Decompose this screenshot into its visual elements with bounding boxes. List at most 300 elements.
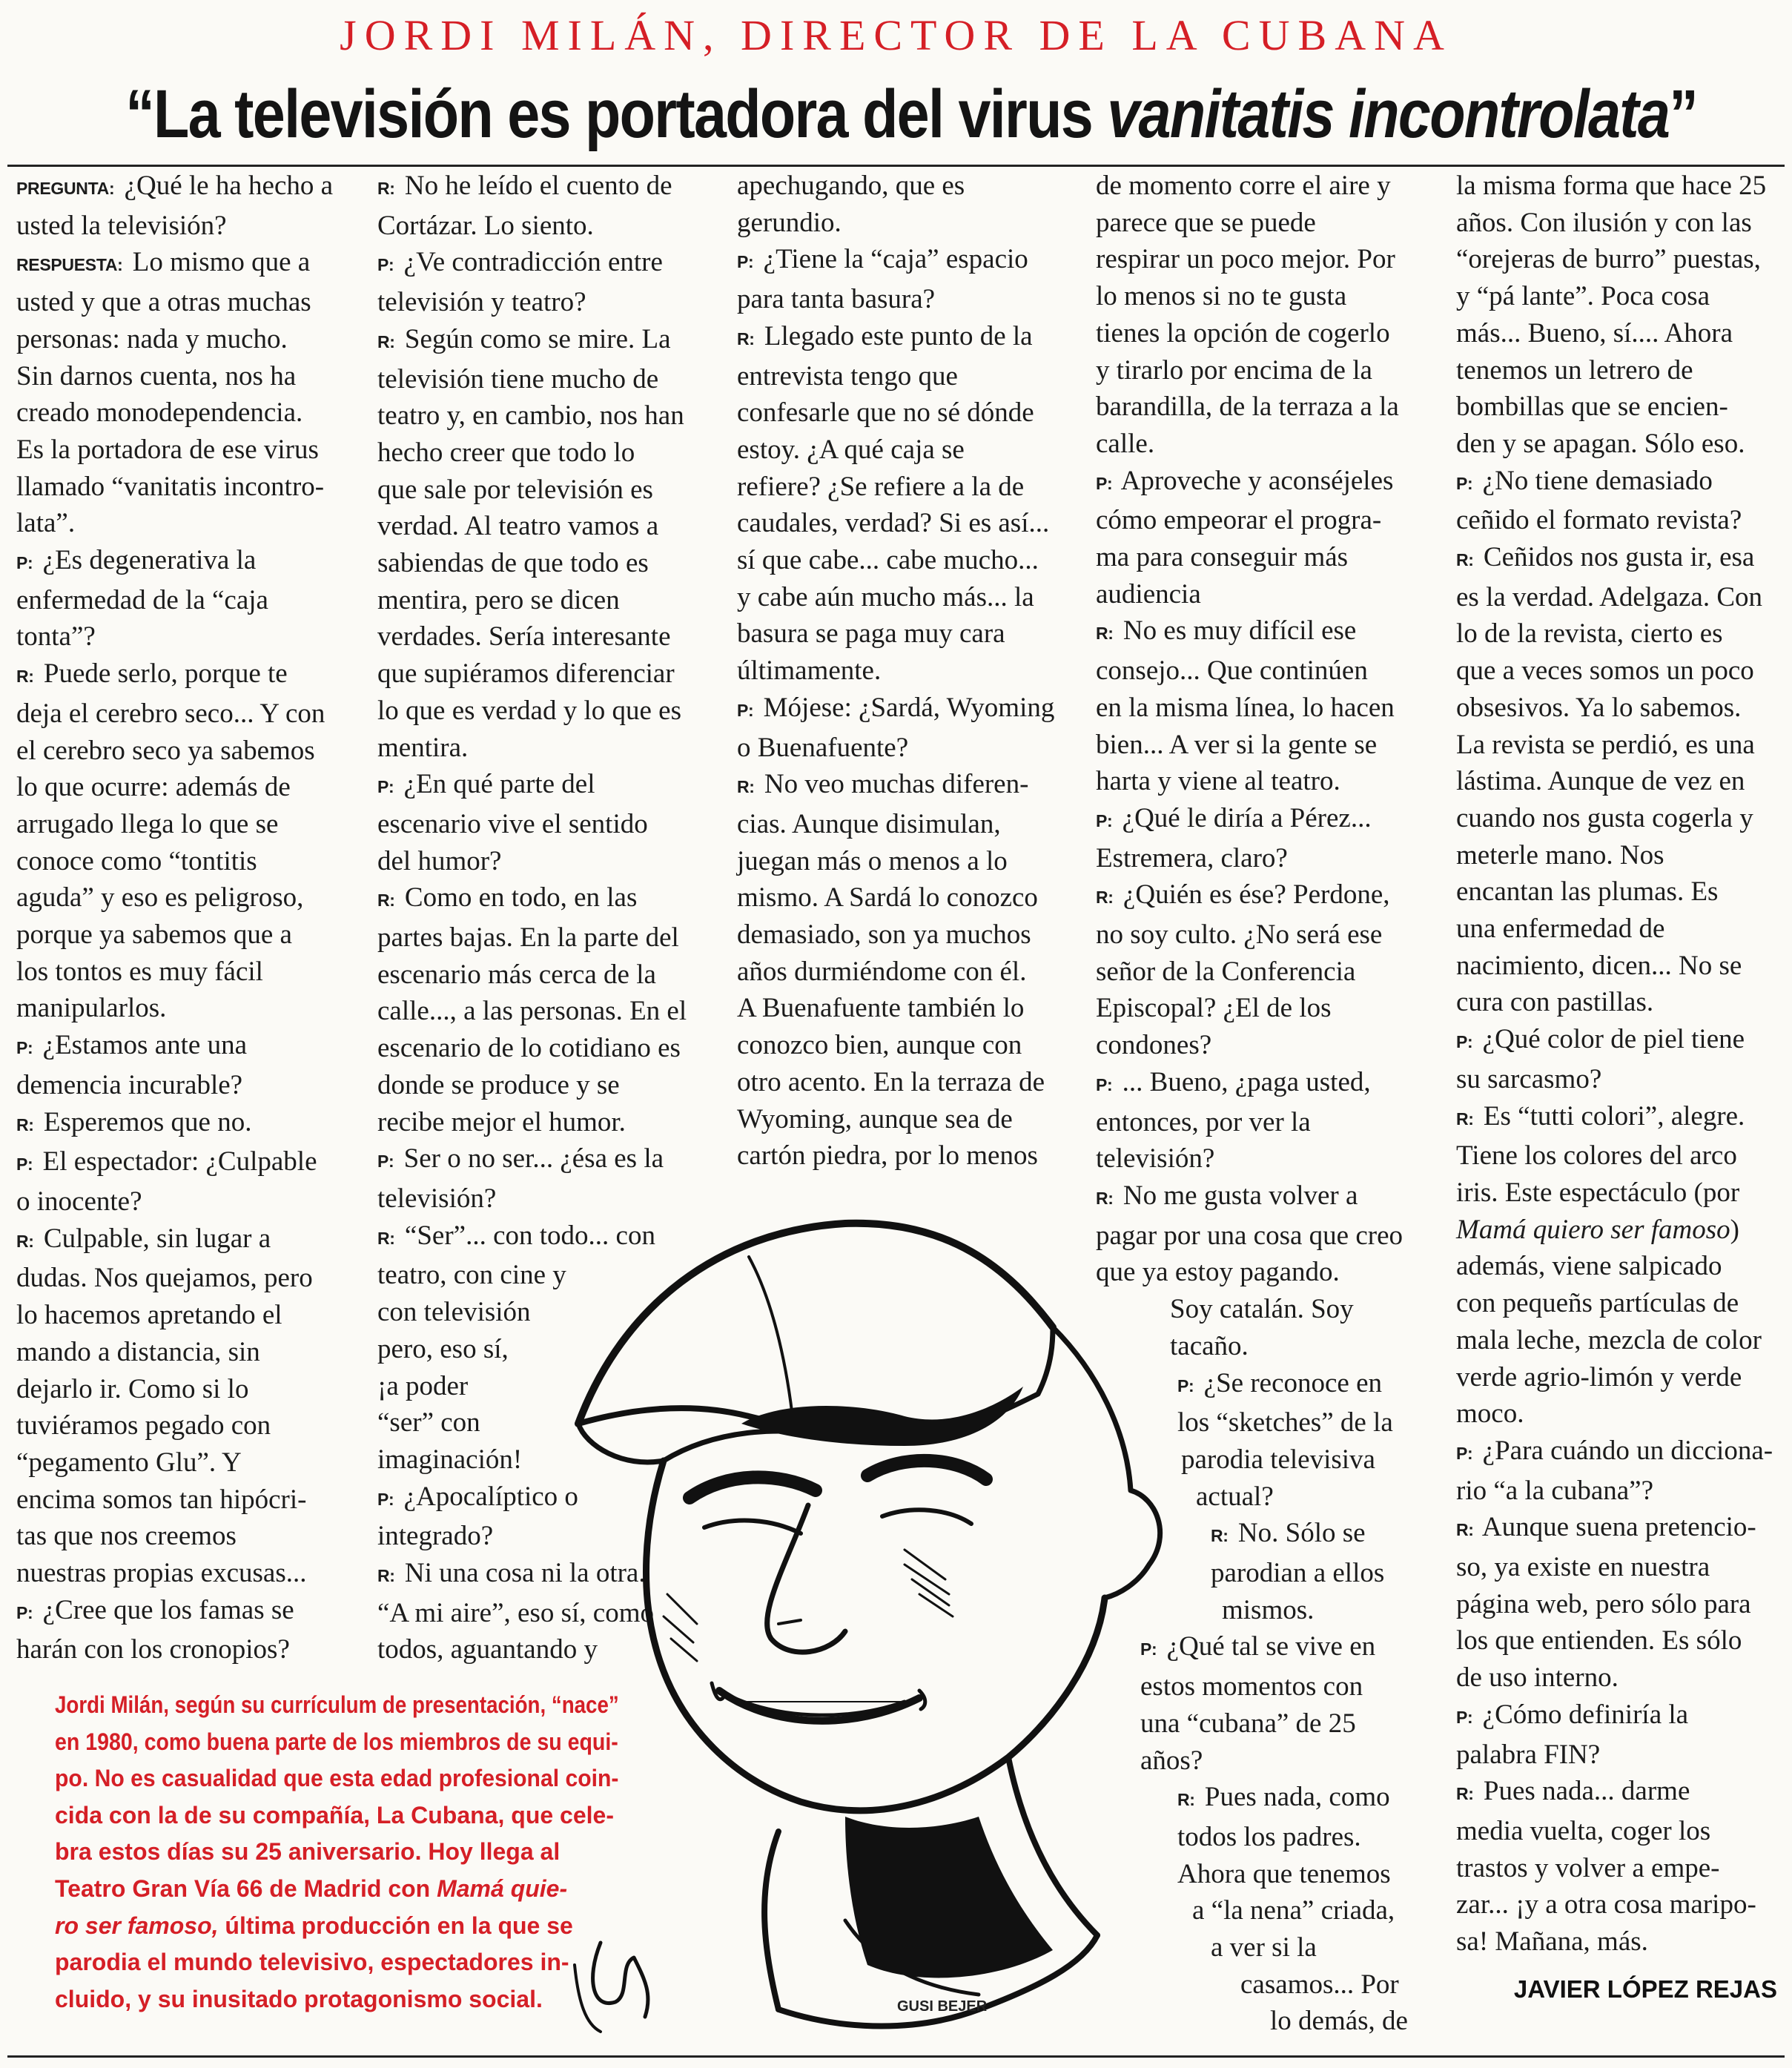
text-line (1456, 389, 1782, 426)
line-text: Pues nada, como (1197, 1782, 1390, 1813)
line-text: zar... ¡y a otra cosa maripo- (1456, 1889, 1756, 1920)
text-line (377, 919, 704, 957)
text-line (1456, 690, 1782, 727)
text-line (1456, 1212, 1782, 1249)
headline-main: “La televisión es portadora del virus (125, 76, 1108, 152)
line-text: aguda” y eso es peligroso, (16, 882, 304, 914)
line-text: hecho creer que todo lo (377, 437, 635, 468)
text-line (1456, 1586, 1782, 1623)
text-line (55, 1834, 618, 1871)
line-text: ¿Qué le diría a Pérez... (1115, 802, 1372, 833)
line-text: de momento corre el aire y (1096, 171, 1391, 201)
speaker-label: P: (16, 1602, 33, 1622)
speaker-label: R: (737, 328, 755, 348)
text-line (1456, 800, 1782, 837)
line-text: a “la nena” criada, (1192, 1895, 1395, 1926)
line-text: palabra FIN? (1456, 1739, 1601, 1770)
text-line (16, 542, 343, 582)
text-line (737, 205, 1063, 242)
text-line (1096, 612, 1422, 653)
text-line (737, 916, 1063, 954)
line-text: ¿Ve contradicción entre (397, 247, 663, 278)
text-line (737, 1027, 1063, 1064)
line-text: que sale por televisión es (377, 474, 653, 505)
speaker-label: R: (1177, 1790, 1195, 1810)
text-line (1456, 1813, 1782, 1850)
text-line (16, 1183, 343, 1220)
line-text: ) (1730, 1214, 1739, 1245)
text-line (737, 990, 1063, 1027)
line-text: El espectador: ¿Culpable (36, 1146, 317, 1177)
line-text: otro acento. En la terraza de (737, 1066, 1045, 1097)
text-line (1456, 205, 1782, 242)
line-text: Jordi Milán, según su currículum de presentación, “nace” (55, 1691, 619, 1718)
line-text: todos, aguantando y (377, 1634, 598, 1665)
text-line (1096, 876, 1422, 916)
line-text: Soy catalán. Soy (1170, 1294, 1354, 1325)
text-line (16, 1407, 343, 1444)
line-text: ... Bueno, ¿paga usted, (1115, 1066, 1371, 1097)
line-text: sa! Mañana, más. (1456, 1926, 1648, 1958)
text-line (16, 394, 343, 432)
text-line (1456, 539, 1782, 579)
line-text: escenario de lo cotidiano es (377, 1033, 681, 1064)
text-line (1456, 1137, 1782, 1175)
text-line (1456, 1021, 1782, 1061)
line-text: usted la televisión? (16, 210, 227, 241)
line-text: cias. Aunque disimulan, (737, 808, 1001, 839)
text-line (1456, 579, 1782, 616)
speaker-label: R: (1456, 1784, 1474, 1804)
text-line (377, 1067, 704, 1104)
text-line (1096, 168, 1422, 205)
line-text: última producción en la que se (218, 1912, 573, 1939)
text-line (737, 879, 1063, 916)
text-line (16, 168, 343, 208)
line-text: personas: nada y mucho. (16, 323, 288, 354)
line-text: del humor? (377, 845, 502, 876)
line-text: so, ya existe en nuestra (1456, 1552, 1710, 1583)
line-text: para tanta basura? (737, 284, 936, 315)
text-line (1456, 1175, 1782, 1212)
line-text: o Buenafuente? (737, 732, 909, 763)
line-text: porque ya sabemos que a (16, 919, 292, 951)
text-line (1456, 1549, 1782, 1586)
line-text: Cortázar. Lo siento. (377, 210, 594, 241)
line-text: recibe mejor el humor. (377, 1106, 626, 1137)
text-line (16, 1027, 343, 1067)
line-text: sabiendas de que todo es (377, 548, 649, 579)
line-text: bombillas que se encien- (1456, 392, 1728, 423)
text-line (16, 806, 343, 843)
line-text: teatro, con cine y (377, 1260, 566, 1291)
text-line (55, 1944, 618, 1981)
line-text: pagar por una cosa que creo (1096, 1220, 1403, 1251)
text-line (737, 358, 1063, 395)
line-text: No he leído el cuento de (397, 171, 672, 201)
speaker-label: P: (377, 777, 394, 797)
intro-paragraph (55, 1687, 618, 2018)
text-line (377, 1140, 704, 1180)
text-line (1456, 1622, 1782, 1659)
text-line (1096, 727, 1422, 764)
line-text: escenario vive el sentido (377, 808, 648, 839)
text-line (737, 281, 1063, 318)
line-text: en la misma línea, lo hacen (1096, 692, 1395, 723)
line-text: manipularlos. (16, 993, 167, 1024)
line-text: o inocente? (16, 1186, 142, 1217)
speaker-label: P: (1096, 1074, 1113, 1094)
text-line (1456, 1509, 1782, 1549)
text-line (377, 618, 704, 655)
text-line (737, 318, 1063, 358)
line-text: Lo mismo que a (125, 247, 311, 278)
line-text: respirar un poco mejor. Por (1096, 244, 1395, 275)
text-line (16, 1260, 343, 1297)
line-text: consejo... Que continúen (1096, 655, 1368, 687)
line-text: actual? (1196, 1481, 1274, 1512)
line-text: cura con pastillas. (1456, 987, 1654, 1018)
line-text: demasiado, son ya muchos (737, 919, 1031, 951)
line-text: más... Bueno, sí.... Ahora (1456, 317, 1733, 348)
text-line (377, 545, 704, 582)
line-text: tenemos un letrero de (1456, 354, 1693, 386)
line-text: A Buenafuente también lo (737, 993, 1025, 1024)
line-text: nacimiento, dicen... No se (1456, 950, 1742, 981)
line-text: ¿No tiene demasiado (1475, 465, 1713, 496)
speaker-label: P: (16, 1154, 33, 1175)
text-line (16, 582, 343, 619)
italic-title: Mamá quie- (437, 1874, 568, 1902)
text-line (16, 1518, 343, 1555)
speaker-label: P: (16, 1038, 33, 1058)
line-text: deja el cerebro seco... Y con (16, 698, 325, 729)
line-text: llamado “vanitatis incontro- (16, 471, 325, 502)
speaker-label: R: (377, 1228, 395, 1248)
text-line (377, 730, 704, 767)
line-text: a ver si la (1211, 1932, 1317, 1963)
line-text: Ni una cosa ni la otra. (397, 1558, 646, 1589)
speaker-label: PREGUNTA: (16, 179, 115, 198)
text-line (16, 1592, 343, 1632)
line-text: Como en todo, en las (397, 882, 638, 914)
line-text: Esperemos que no. (36, 1106, 252, 1137)
line-text: nuestras propias excusas... (16, 1558, 307, 1589)
line-text: ¿Estamos ante una (36, 1030, 248, 1061)
line-text: “orejeras de burro” puestas, (1456, 244, 1761, 275)
line-text: que supiéramos diferenciar (377, 658, 675, 690)
line-text: cómo empeorar el progra- (1096, 505, 1382, 536)
kicker: JORDI MILÁN, DIRECTOR DE LA CUBANA (340, 11, 1452, 59)
line-text: Pues nada... darme (1476, 1776, 1690, 1807)
line-text: televisión? (1096, 1143, 1215, 1175)
text-line (1456, 1697, 1782, 1737)
line-text: No es muy difícil ese (1116, 615, 1357, 647)
line-text: bra estos días su 25 aniversario. Hoy llega al (55, 1838, 561, 1866)
text-line (377, 766, 704, 806)
speaker-label: P: (1456, 1443, 1473, 1463)
line-text: y cabe aún mucho más... la (737, 581, 1034, 612)
text-line (55, 1724, 618, 1761)
text-line (1456, 1061, 1782, 1098)
text-line (1456, 1395, 1782, 1433)
text-line (1456, 615, 1782, 653)
line-text: los tontos es muy fácil (16, 956, 263, 987)
text-line (737, 843, 1063, 880)
text-line (737, 542, 1063, 579)
text-line (377, 879, 704, 919)
line-text: obsesivos. Ya lo sabemos. (1456, 692, 1742, 723)
text-line (1096, 916, 1422, 954)
text-line (377, 168, 704, 208)
line-text: Aproveche y aconséjeles (1115, 465, 1394, 496)
line-text: página web, pero sólo para (1456, 1588, 1751, 1619)
line-text: confesarle que no sé dónde (737, 397, 1034, 429)
text-line (377, 1030, 704, 1067)
text-line (55, 1797, 618, 1834)
text-line (377, 397, 704, 435)
line-text: encantan las plumas. Es (1456, 876, 1719, 908)
line-text: dejarlo ir. Como si lo (16, 1373, 249, 1404)
line-text: parodia el mundo televisivo, espectadores in- (55, 1949, 569, 1976)
text-line (16, 954, 343, 991)
line-text: ¿Tiene la “caja” espacio (756, 244, 1028, 275)
line-text: donde se produce y se (377, 1069, 620, 1100)
line-text: que ya estoy pagando. (1096, 1257, 1340, 1288)
text-line (737, 241, 1063, 281)
text-line (737, 168, 1063, 205)
line-text: escenario más cerca de la (377, 959, 656, 990)
line-text: verdades. Sería interesante (377, 621, 671, 653)
line-text: rio “a la cubana”? (1456, 1475, 1654, 1506)
text-line (377, 806, 704, 843)
line-text: harán con los cronopios? (16, 1634, 290, 1665)
text-line (737, 1064, 1063, 1101)
line-text: encima somos tan hipócri- (16, 1484, 307, 1515)
line-text: tacaño. (1170, 1330, 1249, 1361)
line-text: ¿Se reconoce en (1197, 1367, 1383, 1398)
line-text: harta y viene al teatro. (1096, 766, 1340, 797)
line-text: señor de la Conferencia (1096, 956, 1356, 987)
line-text: creado monodependencia. (16, 397, 303, 429)
line-text: últimamente. (737, 655, 882, 687)
line-text: ¿Qué color de piel tiene (1475, 1024, 1745, 1055)
text-line (1096, 352, 1422, 389)
line-text: partes bajas. En la parte del (377, 922, 679, 954)
speaker-label: P: (737, 252, 754, 272)
line-text: Puede serlo, porque te (36, 658, 288, 690)
text-line (737, 766, 1063, 806)
text-line (1096, 1064, 1422, 1104)
line-text: ¡a poder (377, 1370, 469, 1401)
text-line (16, 1334, 343, 1371)
text-line (55, 1760, 619, 1797)
text-line (1456, 948, 1782, 985)
text-line (1456, 873, 1782, 911)
line-text: trastos y volver a empe- (1456, 1852, 1720, 1883)
text-column-1 (16, 168, 343, 1668)
line-text: No. Sólo se (1231, 1518, 1366, 1549)
text-line (737, 579, 1063, 616)
line-text: conozco bien, aunque con (737, 1030, 1022, 1061)
line-text: cuando nos gusta cogerla y (1456, 802, 1753, 833)
line-text: mismo. A Sardá lo conozco (737, 882, 1038, 914)
line-text: parece que se puede (1096, 207, 1316, 238)
text-line (377, 582, 704, 619)
text-line (16, 284, 343, 321)
line-text: Estremera, claro? (1096, 842, 1288, 873)
line-text: tienes la opción de cogerlo (1096, 317, 1390, 348)
text-line (1096, 800, 1422, 840)
line-text: estoy. ¿A qué caja se (737, 434, 965, 465)
line-text: tonta”? (16, 621, 96, 653)
line-text: bien... A ver si la gente se (1096, 729, 1378, 760)
line-text: con pequeñs partículas de (1456, 1288, 1739, 1319)
line-text: “ser” con (377, 1407, 480, 1438)
text-line (1456, 1886, 1782, 1923)
line-text: lo hacemos apretando el (16, 1300, 282, 1331)
line-text: basura se paga muy cara (737, 618, 1005, 650)
line-text: conoce como “tontitis (16, 845, 257, 876)
top-rule (7, 165, 1785, 167)
text-line (1456, 763, 1782, 800)
line-text: y tirarlo por encima de la (1096, 354, 1372, 386)
speaker-label: P: (16, 553, 33, 573)
text-line (16, 469, 343, 506)
text-line (16, 1555, 343, 1592)
speaker-label: P: (1140, 1639, 1157, 1659)
line-text: calle. (1096, 428, 1155, 459)
caricature-illustration (534, 1179, 1424, 2054)
line-text: barandilla, de la terraza a la (1096, 392, 1399, 423)
speaker-label: R: (1096, 624, 1114, 644)
line-text: casamos... Por (1240, 1969, 1399, 2000)
speaker-label: P: (377, 1489, 394, 1509)
text-line (1456, 911, 1782, 948)
line-text: “pegamento Glu”. Y (16, 1447, 242, 1478)
text-line (16, 358, 343, 395)
text-line (1096, 1027, 1422, 1064)
text-line (1456, 653, 1782, 690)
line-text: arrugado llega lo que se (16, 808, 279, 839)
line-text: mando a distancia, sin (16, 1336, 260, 1367)
speaker-label: R: (1456, 1109, 1474, 1129)
text-line (737, 1137, 1063, 1175)
text-line (1096, 954, 1422, 991)
line-text: años. Con ilusión y con las (1456, 207, 1752, 238)
line-text: audiencia (1096, 578, 1201, 610)
line-text: gerundio. (737, 207, 842, 238)
text-line (1456, 352, 1782, 389)
text-line (16, 1104, 343, 1144)
text-line (1096, 539, 1422, 576)
italic-title: Mamá quiero ser famoso (1456, 1214, 1730, 1245)
line-text: televisión? (377, 1183, 497, 1214)
text-line (1096, 241, 1422, 278)
line-text: Llegado este punto de la (757, 320, 1033, 351)
text-line (737, 653, 1063, 690)
text-line (16, 916, 343, 954)
line-text: que a veces somos un poco (1456, 655, 1754, 687)
line-text: entrevista tengo que (737, 360, 958, 392)
text-line (16, 769, 343, 806)
text-line (16, 244, 343, 284)
text-line (377, 508, 704, 545)
line-text: en 1980, como buena parte de los miembros de su equi- (55, 1728, 618, 1755)
line-text: demencia incurable? (16, 1069, 243, 1100)
line-text: parodia televisiva (1181, 1444, 1375, 1475)
byline: JAVIER LÓPEZ REJAS (1513, 1975, 1777, 2003)
line-text: calle..., a las personas. En el (377, 996, 687, 1027)
line-text: Mójese: ¿Sardá, Wyoming (756, 692, 1055, 723)
speaker-label: R: (377, 1566, 395, 1586)
text-line (16, 1297, 343, 1334)
text-line (1456, 1359, 1782, 1396)
line-text: Wyoming, aunque sea de (737, 1103, 1013, 1134)
text-line (16, 1481, 343, 1519)
line-text: es la verdad. Adelgaza. Con (1456, 581, 1763, 612)
text-line (1096, 463, 1422, 503)
text-line (16, 1444, 343, 1481)
text-line (1456, 1285, 1782, 1322)
speaker-label: R: (737, 777, 755, 797)
text-line (1456, 1473, 1782, 1510)
line-text: Es “tutti colori”, alegre. (1476, 1100, 1745, 1132)
line-text: La revista se perdió, es una (1456, 729, 1755, 760)
text-line (737, 1101, 1063, 1138)
line-text: mentira. (377, 732, 469, 763)
text-line (377, 435, 704, 472)
line-text: ¿Cómo definiría la (1475, 1699, 1689, 1730)
line-text: su sarcasmo? (1456, 1063, 1602, 1094)
line-text: ¿Qué le ha hecho a (117, 171, 334, 201)
line-text: iris. Este espectáculo (por (1456, 1177, 1740, 1208)
line-text: Ser o no ser... ¿ésa es la (397, 1143, 664, 1175)
text-line (16, 1143, 343, 1183)
text-line (1456, 278, 1782, 315)
line-text: Culpable, sin lugar a (36, 1223, 271, 1254)
text-line (1456, 463, 1782, 503)
illustration-credit: GUSI BEJER (897, 1998, 988, 2015)
text-line (1096, 205, 1422, 242)
line-text: moco. (1456, 1398, 1524, 1430)
text-line (16, 505, 343, 542)
line-text: Sin darnos cuenta, nos ha (16, 360, 297, 392)
line-text: Ceñidos nos gusta ir, esa (1476, 542, 1755, 573)
speaker-label: R: (1096, 888, 1114, 908)
speaker-label: R: (1456, 1520, 1474, 1540)
text-line (16, 733, 343, 770)
line-text: ¿Qué tal se vive en (1160, 1631, 1376, 1662)
text-line (1096, 1140, 1422, 1177)
text-line (737, 954, 1063, 991)
text-line (377, 655, 704, 693)
speaker-label: P: (1177, 1375, 1194, 1395)
text-line (16, 655, 343, 696)
line-text: mala leche, mezcla de color (1456, 1324, 1762, 1355)
line-text: teatro y, en cambio, nos han (377, 400, 684, 432)
text-line (16, 321, 343, 358)
line-text: cartón piedra, por lo menos (737, 1140, 1038, 1172)
line-text: media vuelta, coger los (1456, 1815, 1711, 1846)
line-text: una “cubana” de 25 (1140, 1708, 1356, 1739)
text-line (55, 1687, 619, 1724)
text-line (377, 472, 704, 509)
text-line (1456, 1248, 1782, 1285)
line-text: ¿Es degenerativa la (36, 545, 257, 576)
line-text: ¿Para cuándo un dicciona- (1475, 1435, 1773, 1466)
text-line (1456, 1322, 1782, 1359)
